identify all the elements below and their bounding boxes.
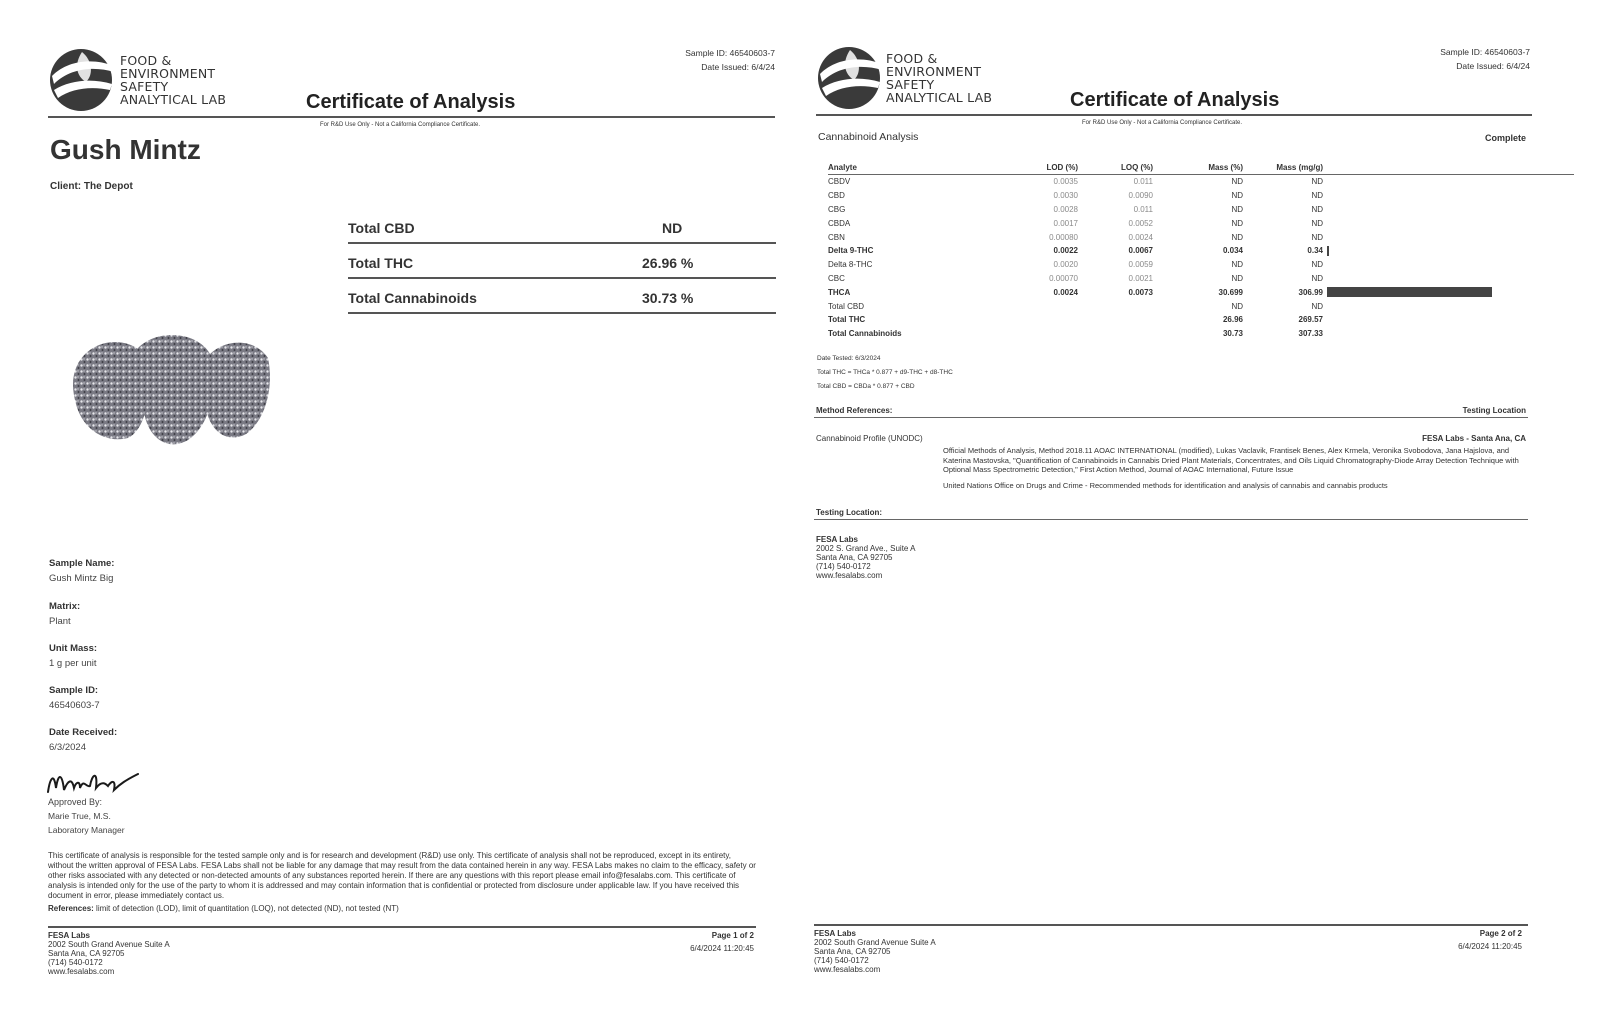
test-notes [817,352,953,394]
table-row [828,258,1574,272]
testing-lab-name: FESA Labs [816,535,858,544]
mass-percent-cell: 0.034 [1222,246,1243,256]
mass-mg-cell: ND [1311,204,1323,214]
approver-title: Laboratory Manager [48,825,125,835]
footer-address [814,929,936,974]
analyte-cell: CBG [828,204,846,214]
timestamp: 6/4/2024 11:20:45 [690,944,754,953]
footer-line: Santa Ana, CA 92705 [48,949,125,958]
summary-value: ND [662,220,683,236]
references-text: limit of detection (LOD), limit of quantitation (LOQ), not detected (ND), not tested (NT) [96,904,399,913]
table-row [828,272,1574,286]
address-line: Santa Ana, CA 92705 [816,553,893,562]
references [48,904,758,914]
table-row [828,230,1574,244]
table-row [828,327,1574,341]
table-row [828,299,1574,313]
table-row [828,203,1574,217]
mass-percent-cell: ND [1231,260,1243,270]
analyte-cell: THCA [828,287,851,297]
summary-row-total-cannabinoids [348,278,776,314]
testing-location-address [816,535,915,580]
page-number: Page 2 of 2 [1479,929,1522,938]
mass-bar-cell [1323,285,1574,299]
cannabinoid-table [828,163,1574,341]
lod-cell [968,327,1078,341]
header-meta [1440,45,1530,73]
lab-logo-icon [48,46,118,114]
sample-id-label: Sample ID: [49,685,99,696]
column-header: Analyte [828,163,968,175]
summary-row-total-cbd [348,208,776,244]
loq-cell: 0.0090 [1128,191,1153,201]
testing-location-label: Testing Location: [816,508,883,517]
matrix-label: Matrix: [49,601,81,612]
mass-bar [1327,287,1492,297]
date-received-label: Date Received: [49,727,118,738]
testing-location-rule [814,519,1528,520]
sample-name-value: Gush Mintz Big [49,573,114,584]
unit-mass-value: 1 g per unit [49,658,97,669]
table-row [828,313,1574,327]
lod-cell [968,313,1078,327]
disclaimer: This certificate of analysis is responsible for the tested sample only and is for research and development (R&D) use only. This certificate of analysis shall not be reproduced, except in its entirety, without the written approval of FESA Labs. FESA Labs shall not be liable for any damage that may result from the data contained herein in any way. FESA Labs makes no claim to the efficacy, safety or other risks associated with any detected or non-detected amounts of any substances reported herein. If there are any questions with this report please email info@fesalabs.com. This certificate of analysis is intended only for the use of the party to whom it is addressed and may contain information that is confidential or protected from disclosure under applicable law. If you have received this document in error, please immediately contact us. [48,851,756,900]
lab-logo [816,44,886,117]
mass-percent-cell: ND [1231,232,1243,242]
footer-line: 2002 South Grand Avenue Suite A [48,940,170,949]
date-issued: Date Issued: 6/4/24 [1456,61,1530,71]
mass-bar-cell [1323,258,1574,272]
date-issued: Date Issued: 6/4/24 [701,62,775,72]
analyte-cell: CBDA [828,218,851,228]
footer-rule [48,926,756,928]
approver-name: Marie True, M.S. [48,811,111,821]
mass-bar-cell [1323,216,1574,230]
lod-cell: 0.0024 [1053,287,1078,297]
mass-mg-cell: ND [1311,301,1323,311]
logo-line: ANALYTICAL LAB [120,92,227,107]
mass-bar [1327,246,1329,256]
analysis-status: Complete [1484,133,1526,143]
lod-cell: 0.0022 [1053,246,1078,256]
mass-mg-cell: 269.57 [1298,315,1323,325]
method-reference-1: Official Methods of Analysis, Method 2018.11 AOAC INTERNATIONAL (modified), Lukas Vaclavik, Frantisek Benes, Alex Krmela, Veronika Svobodova, Jana Hajslova, and Katerina Mastovska, "Quantification of Cannabinoids in Cannabis Dried Plant Materials, Concentrates, and Oils Liquid Chromatography-Diode Array Detection Technique with Optional Mass Spectrometric Detection," First Action Method, Journal of AOAC International, Future Issue [943,446,1519,474]
header-rule [48,116,775,118]
mass-percent-cell: ND [1231,273,1243,283]
method-name: Cannabinoid Profile (UNODC) [816,434,923,443]
analyte-cell: CBDV [828,177,851,187]
analyte-cell: Delta 9-THC [828,246,874,256]
mass-bar-cell [1323,272,1574,286]
footer-page-info [1458,929,1522,956]
mass-mg-cell: ND [1311,191,1323,201]
mass-bar-cell [1323,175,1574,189]
header-rule [816,114,1532,116]
table-row [828,216,1574,230]
lod-cell: 0.00080 [1049,232,1078,242]
method-reference-2: United Nations Office on Drugs and Crime - Recommended methods for identification and analysis of cannabis and cannabis products [943,481,1388,490]
sample-photo-image [68,328,278,458]
testing-location-column: Testing Location [1462,406,1526,415]
footer-address [48,931,170,976]
sample-id-value: 46540603-7 [49,700,100,711]
signature-image [46,766,141,798]
address-line: (714) 540-0172 [816,562,871,571]
footer-line: (714) 540-0172 [814,956,869,965]
summary-label: Total CBD [348,220,415,236]
footer-line: 2002 South Grand Avenue Suite A [814,938,936,947]
logo-line: ENVIRONMENT [120,66,216,81]
compliance-notice: For R&D Use Only - Not a California Compliance Certificate. [1082,120,1243,126]
logo-line: SAFETY [120,79,169,94]
lod-cell: 0.0030 [1053,191,1078,201]
formula-thc: Total THC = THCa * 0.877 + d9-THC + d8-THC [817,369,953,376]
address-line: 2002 S. Grand Ave., Suite A [816,544,916,553]
lod-cell: 0.0035 [1053,177,1078,187]
loq-cell: 0.0059 [1128,260,1153,270]
product-name: Gush Mintz [50,134,201,165]
logo-line: ENVIRONMENT [886,64,982,79]
mass-mg-cell: ND [1311,218,1323,228]
compliance-notice: For R&D Use Only - Not a California Compliance Certificate. [320,122,481,128]
lab-logo-icon [816,44,886,112]
footer-line: (714) 540-0172 [48,958,103,967]
sample-name-label: Sample Name: [49,558,115,569]
footer-line: Santa Ana, CA 92705 [814,947,891,956]
mass-percent-cell: 26.96 [1222,315,1243,325]
sample-id-header: Sample ID: 46540603-7 [685,48,775,58]
date-tested: Date Tested: 6/3/2024 [817,355,881,362]
column-header: LOQ (%) [1078,163,1153,175]
mass-bar-cell [1323,299,1574,313]
column-header: Mass (mg/g) [1243,163,1323,175]
analyte-cell: Delta 8-THC [828,260,873,270]
footer-lab-name: FESA Labs [814,929,856,938]
analyte-cell: CBD [828,191,845,201]
loq-cell [1078,299,1153,313]
timestamp: 6/4/2024 11:20:45 [1458,942,1522,951]
mass-mg-cell: ND [1311,232,1323,242]
footer-line: www.fesalabs.com [814,965,881,974]
lab-logo-text [886,52,992,104]
lab-logo [48,46,118,119]
loq-cell: 0.011 [1133,204,1153,214]
mass-bar-cell [1323,327,1574,341]
loq-cell [1078,327,1153,341]
mass-percent-cell: 30.699 [1218,287,1243,297]
loq-cell: 0.0067 [1128,246,1153,256]
mass-bar-cell [1323,189,1574,203]
loq-cell: 0.0024 [1128,232,1153,242]
table-row [828,189,1574,203]
lod-cell: 0.0017 [1053,218,1078,228]
mass-percent-cell: ND [1231,177,1243,187]
loq-cell [1078,313,1153,327]
summary-label: Total Cannabinoids [348,290,477,306]
client-name: Client: The Depot [50,181,133,192]
mass-mg-cell: 0.34 [1307,246,1323,256]
mass-percent-cell: ND [1231,301,1243,311]
logo-line: ANALYTICAL LAB [886,90,993,105]
logo-line: FOOD & [120,53,172,68]
address-line: www.fesalabs.com [816,571,883,580]
column-header: Mass (%) [1153,163,1243,175]
mass-mg-cell: 307.33 [1298,329,1323,339]
coa-page-2 [790,0,1600,1036]
method-references-label: Method References: [816,406,893,415]
footer-page-info [690,931,754,958]
sample-id-header: Sample ID: 46540603-7 [1440,47,1530,57]
matrix-value: Plant [49,616,71,627]
footer-rule [814,924,1528,926]
approved-by-label: Approved By: [48,797,103,807]
mass-bar-cell [1323,244,1574,258]
page-number: Page 1 of 2 [711,931,754,940]
table-row [828,285,1574,299]
logo-line: FOOD & [886,51,938,66]
lod-cell [968,299,1078,313]
mass-percent-cell: 30.73 [1222,329,1243,339]
logo-line: SAFETY [886,77,935,92]
sample-photo [68,328,278,463]
method-rule [814,417,1528,418]
page-title: Certificate of Analysis [306,91,516,113]
section-title: Cannabinoid Analysis [818,131,919,143]
formula-cbd: Total CBD = CBDa * 0.877 + CBD [817,383,915,390]
mass-mg-cell: 306.99 [1298,287,1323,297]
date-received-value: 6/3/2024 [49,742,86,753]
footer-lab-name: FESA Labs [48,931,90,940]
analyte-cell: Total Cannabinoids [828,329,902,339]
table-header-row [828,163,1574,175]
loq-cell: 0.011 [1133,177,1153,187]
mass-mg-cell: ND [1311,273,1323,283]
summary-value: 26.96 % [642,255,694,271]
lab-logo-text [120,54,226,106]
analyte-cell: CBC [828,273,845,283]
summary-value: 30.73 % [642,290,694,306]
table-row [828,175,1574,189]
loq-cell: 0.0073 [1128,287,1153,297]
mass-percent-cell: ND [1231,191,1243,201]
mass-mg-cell: ND [1311,177,1323,187]
unit-mass-label: Unit Mass: [49,643,98,654]
summary-label: Total THC [348,255,414,271]
lod-cell: 0.0028 [1053,204,1078,214]
analyte-cell: Total THC [828,315,866,325]
column-header: LOD (%) [968,163,1078,175]
analyte-cell: CBN [828,232,845,242]
mass-bar-cell [1323,313,1574,327]
mass-bar-cell [1323,230,1574,244]
mass-percent-cell: ND [1231,218,1243,228]
footer-line: www.fesalabs.com [48,967,115,976]
loq-cell: 0.0052 [1128,218,1153,228]
mass-percent-cell: ND [1231,204,1243,214]
table-row [828,244,1574,258]
summary-row-total-thc [348,243,776,279]
header-meta [685,46,775,74]
page-title: Certificate of Analysis [1070,89,1280,111]
mass-mg-cell: ND [1311,260,1323,270]
coa-page-1 [0,0,790,1036]
loq-cell: 0.0021 [1128,273,1153,283]
lod-cell: 0.00070 [1049,273,1078,283]
mass-bar-cell [1323,203,1574,217]
lod-cell: 0.0020 [1053,260,1078,270]
method-location: FESA Labs - Santa Ana, CA [1422,434,1526,443]
references-label: References: [48,904,94,913]
analyte-cell: Total CBD [828,301,865,311]
